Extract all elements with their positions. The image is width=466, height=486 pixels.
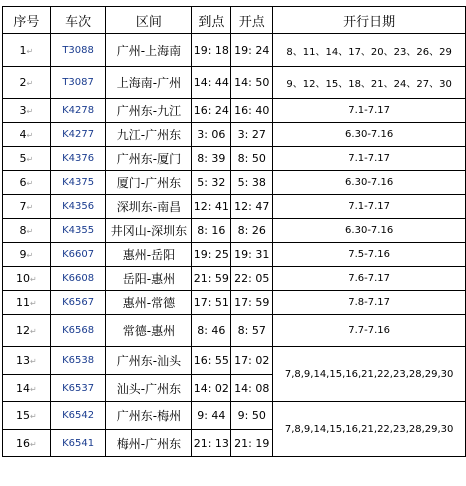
table-row	[3, 291, 466, 315]
cell-dates	[273, 99, 466, 123]
cell-depart	[231, 34, 273, 67]
cell-depart	[231, 67, 273, 99]
table-row	[3, 267, 466, 291]
cell-dates	[273, 195, 466, 219]
cell-dates	[273, 347, 466, 402]
cell-depart	[231, 123, 273, 147]
cell-arrive-text: 21: 59	[193, 272, 229, 285]
cell-depart	[231, 195, 273, 219]
cell-depart-text: 8: 50	[237, 152, 266, 165]
cell-train	[50, 147, 106, 171]
cell-dates-text: 8、11、14、17、20、23、26、29	[286, 46, 452, 58]
cell-route	[106, 171, 192, 195]
cell-train	[50, 315, 106, 347]
cell-no	[3, 430, 51, 457]
cell-route-text: 厦门-广州东	[116, 176, 182, 190]
cell-route	[106, 123, 192, 147]
header-route: 区间	[106, 7, 192, 34]
cell-arrive	[192, 67, 231, 99]
paragraph-mark: ↵	[30, 439, 37, 449]
cell-dates-text: 7.1-7.17	[348, 201, 390, 212]
cell-no	[3, 315, 51, 347]
cell-arrive-text: 19: 25	[193, 248, 229, 261]
cell-no	[3, 99, 51, 123]
cell-depart-text: 17: 59	[234, 296, 270, 309]
cell-dates-text: 7.1-7.17	[348, 105, 390, 116]
train-schedule-table	[2, 6, 466, 457]
table-row	[3, 171, 466, 195]
paragraph-mark: ↵	[30, 384, 37, 394]
cell-arrive-text: 19: 18	[193, 43, 229, 57]
table-row	[3, 347, 466, 375]
cell-train-text: K4376	[62, 153, 95, 164]
cell-train-text: K4278	[62, 105, 95, 116]
cell-no	[3, 171, 51, 195]
header-dates: 开行日期	[273, 7, 466, 34]
cell-arrive-text: 5: 32	[197, 176, 226, 189]
cell-dates	[273, 147, 466, 171]
cell-route	[106, 315, 192, 347]
cell-dates	[273, 243, 466, 267]
cell-no-text: 11	[16, 296, 31, 309]
paragraph-mark: ↵	[26, 179, 34, 188]
cell-route	[106, 99, 192, 123]
cell-arrive	[192, 315, 231, 347]
cell-route	[106, 243, 192, 267]
paragraph-mark: ↵	[30, 275, 37, 284]
table-row	[3, 219, 466, 243]
cell-dates	[273, 267, 466, 291]
cell-no	[3, 291, 51, 315]
paragraph-mark: ↵	[26, 107, 34, 116]
cell-no-text: 16	[16, 436, 31, 450]
cell-arrive	[192, 430, 231, 457]
cell-route	[106, 375, 192, 402]
cell-train-text: T3087	[62, 77, 94, 88]
cell-depart-text: 3: 27	[237, 128, 266, 141]
cell-arrive	[192, 99, 231, 123]
cell-depart	[231, 347, 273, 375]
cell-arrive-text: 8: 39	[197, 152, 226, 165]
table-row	[3, 67, 466, 99]
cell-arrive-text: 9: 44	[197, 409, 226, 422]
cell-arrive-text: 8: 16	[197, 224, 226, 237]
paragraph-mark: ↵	[26, 227, 34, 236]
cell-dates	[273, 402, 466, 457]
table-row	[3, 99, 466, 123]
cell-dates	[273, 34, 466, 67]
cell-train	[50, 347, 106, 375]
cell-no-text: 9	[19, 248, 27, 261]
cell-no	[3, 34, 51, 67]
table-row	[3, 402, 466, 430]
cell-train	[50, 430, 106, 457]
cell-dates-text: 7.7-7.16	[348, 325, 390, 336]
cell-arrive	[192, 171, 231, 195]
cell-no-text: 15	[16, 409, 31, 422]
cell-train	[50, 99, 106, 123]
cell-no	[3, 243, 51, 267]
cell-depart-text: 16: 40	[234, 104, 270, 117]
cell-train	[50, 195, 106, 219]
cell-route-text: 广州-上海南	[116, 43, 182, 58]
table-row	[3, 243, 466, 267]
cell-route	[106, 267, 192, 291]
cell-arrive	[192, 147, 231, 171]
cell-depart-text: 14: 50	[234, 76, 270, 89]
cell-dates-text: 7.6-7.17	[348, 273, 390, 284]
cell-no-text: 1	[19, 43, 27, 57]
cell-depart-text: 22: 05	[234, 272, 270, 285]
cell-no-text: 5	[19, 152, 27, 165]
cell-route	[106, 67, 192, 99]
cell-route-text: 惠州-常德	[122, 296, 176, 310]
cell-arrive	[192, 402, 231, 430]
cell-no	[3, 267, 51, 291]
cell-no	[3, 147, 51, 171]
cell-route	[106, 291, 192, 315]
table-row	[3, 315, 466, 347]
cell-route-text: 井冈山-深圳东	[110, 224, 188, 238]
cell-arrive	[192, 219, 231, 243]
header-depart: 开点	[231, 7, 273, 34]
cell-no-text: 13	[16, 354, 31, 367]
table-row	[3, 123, 466, 147]
cell-no	[3, 375, 51, 402]
table-body	[3, 34, 466, 457]
cell-train-text: K6541	[62, 437, 95, 449]
cell-train	[50, 34, 106, 67]
cell-train-text: K6607	[62, 249, 95, 260]
cell-route	[106, 347, 192, 375]
cell-train	[50, 243, 106, 267]
cell-train-text: T3088	[62, 44, 94, 56]
cell-route	[106, 34, 192, 67]
cell-no-text: 12	[16, 324, 31, 337]
cell-train	[50, 402, 106, 430]
cell-depart-text: 9: 50	[237, 409, 266, 422]
paragraph-mark: ↵	[30, 357, 37, 366]
cell-arrive-text: 8: 46	[197, 324, 226, 337]
cell-no-text: 7	[19, 200, 27, 213]
paragraph-mark: ↵	[26, 155, 34, 164]
cell-no	[3, 195, 51, 219]
cell-route-text: 广州东-厦门	[116, 152, 182, 166]
cell-arrive-text: 17: 51	[193, 296, 229, 309]
cell-train	[50, 123, 106, 147]
cell-depart-text: 19: 24	[234, 43, 270, 57]
cell-arrive	[192, 291, 231, 315]
cell-arrive	[192, 347, 231, 375]
cell-no	[3, 219, 51, 243]
cell-route	[106, 195, 192, 219]
cell-arrive-text: 16: 55	[193, 354, 229, 367]
cell-dates-text: 7,8,9,14,15,16,21,22,23,28,29,30	[284, 423, 454, 435]
cell-no	[3, 67, 51, 99]
cell-dates-text: 9、12、15、18、21、24、27、30	[286, 79, 452, 90]
cell-route-text: 常德-惠州	[122, 324, 176, 338]
header-row	[3, 7, 466, 34]
cell-arrive-text: 3: 06	[197, 128, 226, 141]
cell-route-text: 汕头-广州东	[116, 381, 182, 396]
cell-train	[50, 267, 106, 291]
cell-arrive	[192, 123, 231, 147]
cell-train-text: K6537	[62, 382, 95, 394]
cell-train-text: K6542	[62, 410, 95, 421]
cell-no-text: 2	[19, 76, 27, 89]
cell-route-text: 上海南-广州	[116, 76, 182, 90]
cell-no	[3, 347, 51, 375]
cell-depart	[231, 430, 273, 457]
cell-no	[3, 123, 51, 147]
cell-dates	[273, 315, 466, 347]
cell-train-text: K6567	[62, 297, 95, 308]
cell-depart	[231, 375, 273, 402]
paragraph-mark: ↵	[30, 412, 37, 421]
table-row	[3, 147, 466, 171]
cell-train-text: K6538	[62, 355, 95, 366]
paragraph-mark: ↵	[26, 46, 34, 56]
cell-arrive	[192, 195, 231, 219]
cell-depart	[231, 267, 273, 291]
cell-route-text: 梅州-广州东	[116, 436, 182, 451]
cell-train-text: K4356	[62, 201, 95, 212]
paragraph-mark: ↵	[26, 131, 34, 140]
cell-train	[50, 375, 106, 402]
cell-route-text: 广州东-汕头	[116, 354, 182, 368]
cell-dates	[273, 291, 466, 315]
cell-depart-text: 8: 57	[237, 324, 266, 337]
cell-no-text: 6	[19, 176, 27, 189]
header-no: 序号	[3, 7, 51, 34]
cell-no-text: 3	[19, 104, 27, 117]
cell-train	[50, 171, 106, 195]
cell-dates	[273, 123, 466, 147]
cell-route	[106, 402, 192, 430]
cell-no-text: 14	[16, 381, 31, 395]
cell-arrive-text: 16: 24	[193, 104, 229, 117]
cell-route	[106, 430, 192, 457]
cell-dates-text: 7.8-7.17	[348, 297, 390, 308]
cell-dates	[273, 219, 466, 243]
cell-route-text: 广州东-梅州	[116, 409, 182, 423]
cell-depart	[231, 315, 273, 347]
table-row	[3, 34, 466, 67]
cell-depart	[231, 171, 273, 195]
paragraph-mark: ↵	[26, 79, 34, 88]
cell-route-text: 广州东-九江	[116, 104, 182, 118]
cell-depart-text: 17: 02	[234, 354, 270, 367]
cell-no-text: 4	[19, 128, 27, 141]
cell-route	[106, 219, 192, 243]
cell-arrive	[192, 267, 231, 291]
cell-dates-text: 6.30-7.16	[345, 177, 394, 188]
cell-depart	[231, 243, 273, 267]
header-arrive: 到点	[192, 7, 231, 34]
cell-no-text: 8	[19, 224, 27, 237]
cell-depart	[231, 402, 273, 430]
cell-depart-text: 8: 26	[237, 224, 266, 237]
cell-arrive-text: 14: 02	[193, 381, 229, 395]
header-train: 车次	[50, 7, 106, 34]
cell-depart-text: 21: 19	[234, 436, 270, 450]
cell-depart-text: 5: 38	[237, 176, 266, 189]
cell-arrive	[192, 34, 231, 67]
cell-train-text: K4375	[62, 177, 95, 188]
cell-arrive-text: 14: 44	[193, 76, 229, 89]
cell-no	[3, 402, 51, 430]
cell-arrive-text: 12: 41	[193, 200, 229, 213]
cell-train	[50, 291, 106, 315]
cell-train-text: K6568	[62, 325, 95, 336]
cell-dates	[273, 67, 466, 99]
cell-route	[106, 147, 192, 171]
cell-train-text: K4355	[62, 225, 95, 236]
cell-depart	[231, 147, 273, 171]
cell-depart	[231, 99, 273, 123]
cell-dates-text: 6.30-7.16	[345, 129, 394, 140]
cell-dates-text: 6.30-7.16	[345, 225, 394, 236]
cell-arrive	[192, 375, 231, 402]
paragraph-mark: ↵	[26, 251, 34, 260]
cell-train-text: K6608	[62, 273, 95, 284]
cell-dates-text: 7.1-7.17	[348, 153, 390, 164]
cell-route-text: 九江-广州东	[116, 128, 182, 142]
paragraph-mark: ↵	[30, 299, 37, 308]
cell-depart-text: 19: 31	[234, 248, 270, 261]
cell-no-text: 10	[16, 272, 31, 285]
cell-depart-text: 14: 08	[234, 381, 270, 395]
cell-dates-text: 7,8,9,14,15,16,21,22,23,28,29,30	[284, 368, 454, 380]
cell-route-text: 深圳东-南昌	[116, 200, 182, 214]
cell-train	[50, 219, 106, 243]
cell-depart-text: 12: 47	[234, 200, 270, 213]
cell-dates	[273, 171, 466, 195]
paragraph-mark: ↵	[26, 203, 34, 212]
cell-train	[50, 67, 106, 99]
cell-dates-text: 7.5-7.16	[348, 249, 390, 260]
paragraph-mark: ↵	[30, 327, 37, 336]
cell-depart	[231, 291, 273, 315]
table-row	[3, 195, 466, 219]
cell-route-text: 岳阳-惠州	[122, 272, 176, 286]
cell-train-text: K4277	[62, 129, 95, 140]
cell-arrive	[192, 243, 231, 267]
cell-depart	[231, 219, 273, 243]
cell-arrive-text: 21: 13	[193, 436, 229, 450]
cell-route-text: 惠州-岳阳	[122, 248, 176, 262]
